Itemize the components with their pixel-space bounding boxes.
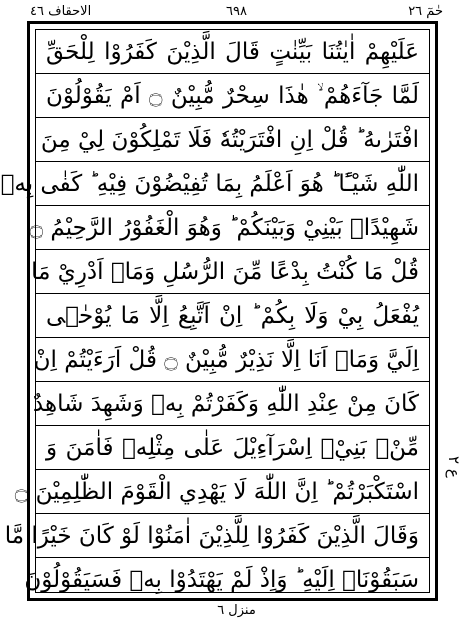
verse-line-8: اِلَيَّ وَمَاۤ اَنَا اِلَّا نَذِيْرٌ مُّبِيْنٌ ۝ قُلْ اَرَءَيْتُمْ اِنْ <box>33 347 419 373</box>
verse-line-11: اسْتَكْبَرْتُمْ ؕ اِنَّ اللّٰهَ لَا يَهْدِي الْقَوْمَ الظّٰلِمِيْنَ ۝ <box>14 479 419 505</box>
line-rule <box>36 73 429 74</box>
line-rule <box>36 557 429 558</box>
verse-line-10: مِّنْۢ بَنِيْۤ اِسْرَآءِيْلَ عَلٰى مِثْلِهٖ فَاٰمَنَ وَ <box>46 435 419 461</box>
verse-line-4: اللّٰهِ شَيْـًٔا ؕ هُوَ اَعْلَمُ بِمَا تُفِيْضُوْنَ فِيْهِ ؕ كَفٰى بِهٖ <box>0 171 419 197</box>
line-rule <box>36 425 429 426</box>
ruku-marker: ع ٢ <box>445 456 463 478</box>
verse-line-5: شَهِيْدًاۢ بَيْنِيْ وَبَيْنَكُمْ ؕ وَهُوَ الْغَفُوْرُ الرَّحِيْمُ ۝ <box>29 215 419 241</box>
verse-line-12: وَقَالَ الَّذِيْنَ كَفَرُوْا لِلَّذِيْنَ اٰمَنُوْا لَوْ كَانَ خَيْرًا مَّا <box>4 523 419 549</box>
verse-lines <box>0 30 429 593</box>
page-header <box>30 4 443 22</box>
line-rule <box>36 513 429 514</box>
line-rule <box>36 337 429 338</box>
line-rule <box>36 205 429 206</box>
line-rule <box>36 117 429 118</box>
line-rule <box>36 381 429 382</box>
surah-label: الاحقاف ٤٦ <box>30 4 92 19</box>
verse-line-1: عَلَيْهِمْ اٰيٰتُنَا بَيِّنٰتٍ قَالَ الَّذِيْنَ كَفَرُوْا لِلْحَقِّ <box>46 39 419 65</box>
line-rule <box>36 469 429 470</box>
page-frame-inner <box>0 29 430 593</box>
verse-line-7: يُفْعَلُ بِيْ وَلَا بِكُمْ ؕ اِنْ اَتَّبِعُ اِلَّا مَا يُوْحٰۤى <box>46 303 419 329</box>
verse-line-9: كَانَ مِنْ عِنْدِ اللّٰهِ وَكَفَرْتُمْ بِهٖ وَشَهِدَ شَاهِدٌ <box>32 391 419 417</box>
verse-line-2: لَمَّا جَآءَهُمْ ۙ هٰذَا سِحْرٌ مُّبِيْنٌ ۝ اَمْ يَقُوْلُوْنَ <box>46 83 419 109</box>
line-rule <box>36 293 429 294</box>
juz-label: حٰمٓ ٢٦ <box>408 4 443 19</box>
verse-line-3: افْتَرٰىهُ ؕ قُلْ اِنِ افْتَرَيْتُهٗ فَلَا تَمْلِكُوْنَ لِيْ مِنَ <box>40 127 419 153</box>
page-number: ٦٩٨ <box>226 4 247 19</box>
line-rule <box>36 249 429 250</box>
manzil-label: منزل ٦ <box>217 603 256 618</box>
page-frame <box>0 21 438 601</box>
verse-line-6: قُلْ مَا كُنْتُ بِدْعًا مِّنَ الرُّسُلِ وَمَاۤ اَدْرِيْ مَا <box>31 259 419 285</box>
verse-line-13: سَبَقُوْنَاۤ اِلَيْهِ ؕ وَاِذْ لَمْ يَهْتَدُوْا بِهٖ فَسَيَقُوْلُوْنَ <box>24 567 419 593</box>
line-rule <box>36 161 429 162</box>
